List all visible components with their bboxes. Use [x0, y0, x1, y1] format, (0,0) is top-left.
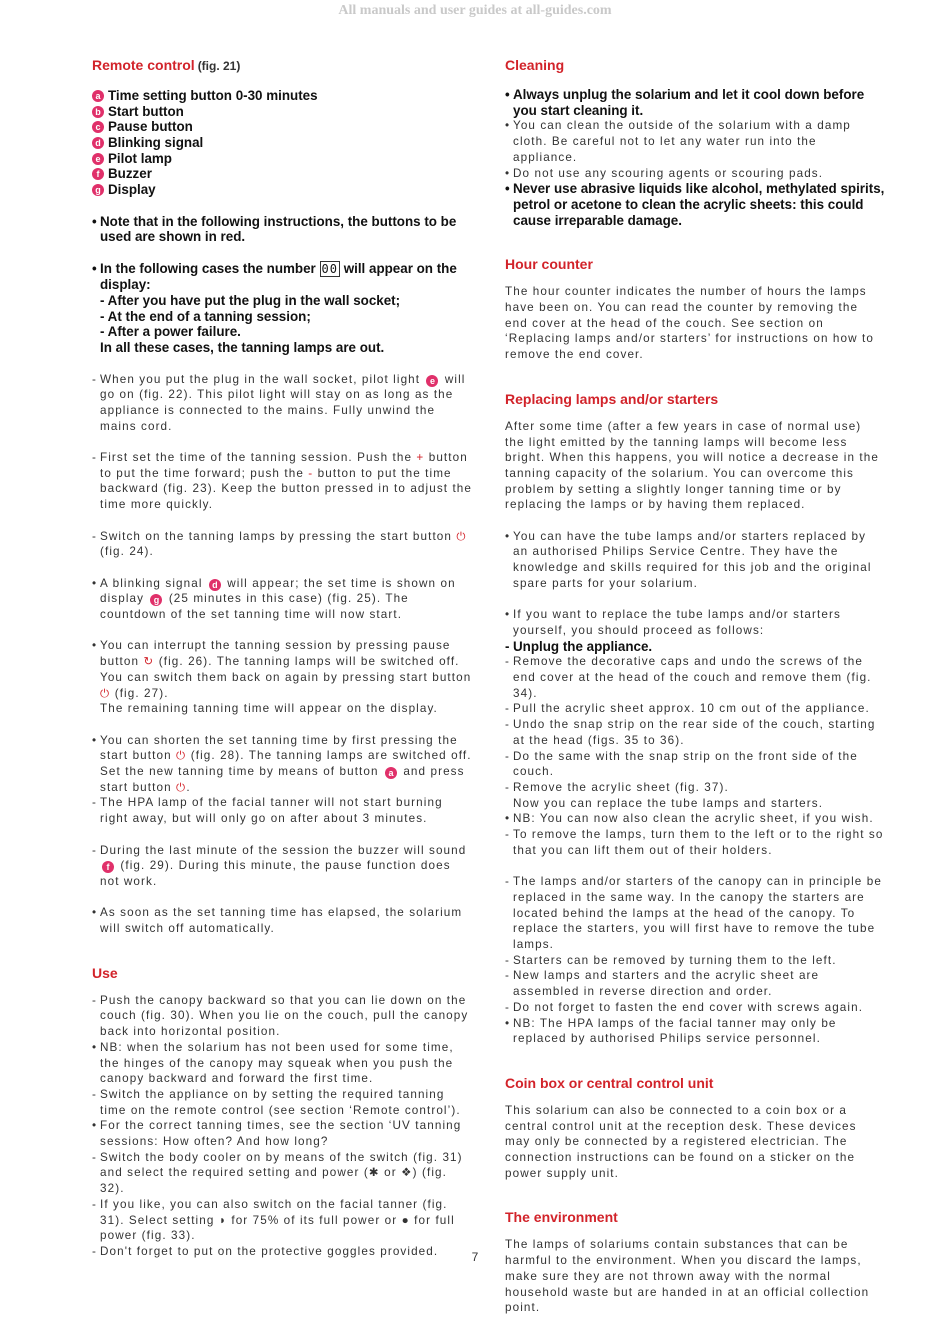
- filled-circle-icon: ●: [401, 1213, 410, 1227]
- left-column: [92, 55, 472, 1260]
- use-step: - Push the canopy backward so that you can lie down on the couch (fig. 30). When you lie on the couch, pull the canopy back into horizontal position.: [92, 993, 469, 1039]
- plus-button-ref: +: [416, 451, 425, 464]
- legend-item: f Buzzer: [92, 166, 472, 182]
- use-step: - If you like, you can also switch on the facial tanner (fig. 31). Select setting ◗ for 75% of its full power or ● for full power (fig. 33).: [92, 1197, 455, 1243]
- replacing-item: • NB: The HPA lamps of the facial tanner may only be replaced by authorised Philips service personnel.: [505, 1016, 837, 1046]
- circle-g-icon: g: [92, 184, 104, 196]
- circle-e-icon: e: [92, 153, 104, 165]
- circle-a-icon: a: [385, 767, 397, 779]
- replacing-heading: Replacing lamps and/or starters: [505, 390, 719, 407]
- half-circle-icon: ◗: [218, 1213, 227, 1227]
- replacing-item: • NB: You can now also clean the acrylic sheet, if you wish.: [505, 812, 874, 826]
- replacing-item: • If you want to replace the tube lamps and/or starters yourself, you should proceed as follows:: [505, 608, 841, 637]
- use-heading: Use: [92, 964, 118, 981]
- snowflake-small-icon: ✱: [368, 1166, 380, 1180]
- circle-b-icon: b: [92, 106, 104, 118]
- replacing-item: - To remove the lamps, turn them to the left or to the right so that you can lift them out of their holders.: [505, 828, 884, 857]
- power-icon: ⏻: [100, 686, 111, 700]
- watermark: All manuals and user guides at all-guides.com: [338, 3, 612, 18]
- legend-item: b Start button: [92, 104, 472, 120]
- replacing-item: - Undo the snap strip on the rear side of the couch, starting at the head (figs. 35 to 36).: [505, 718, 876, 747]
- instruction-start: - Switch on the tanning lamps by pressing the start button ⏻ (fig. 24).: [92, 529, 467, 559]
- use-step: • NB: when the solarium has not been used for some time, the hinges of the canopy may squeak when you push the canopy backward and forward the first time.: [92, 1040, 454, 1086]
- instruction-hpa: - The HPA lamp of the facial tanner will not start burning right away, but will only go on after about 3 minutes.: [92, 796, 443, 826]
- cleaning-item: • Do not use any scouring agents or scouring pads.: [505, 166, 824, 180]
- legend-item: c Pause button: [92, 119, 472, 135]
- circle-g-icon: g: [150, 594, 162, 606]
- circle-f-icon: f: [92, 168, 104, 180]
- legend-item: a Time setting button 0-30 minutes: [92, 88, 472, 104]
- cleaning-item: • Never use abrasive liquids like alcohol, methylated spirits, petrol or acetone to clean the acrylic sheets: this could cause irreparable damage.: [505, 181, 885, 228]
- remote-legend: [92, 88, 472, 198]
- instruction-blinking: • A blinking signal d will appear; the set time is shown on display g (25 minutes in this case) (fig. 25). The countdown of the set tanning time will now start.: [92, 576, 456, 621]
- replacing-item: - Remove the acrylic sheet (fig. 37). Now you can replace the tube lamps and starters.: [505, 780, 824, 810]
- use-step: - Switch the appliance on by setting the required tanning time on the remote control (see section ‘Remote control’).: [92, 1087, 461, 1117]
- use-step: • For the correct tanning times, see the section ‘UV tanning sessions: How often? And how long?: [92, 1119, 462, 1149]
- snowflake-large-icon: ❖: [401, 1166, 413, 1180]
- circle-e-icon: e: [426, 375, 438, 387]
- coin-box-text: This solarium can also be connected to a coin box or a central control unit at the reception desk. These devices may only be connected by a registered electrician. The connection instructions can be found on a sticker on the power supply unit.: [505, 1103, 857, 1180]
- use-step: - Don't forget to put on the protective goggles provided.: [92, 1244, 439, 1258]
- legend-item: g Display: [92, 182, 472, 198]
- replacing-item: • You can have the tube lamps and/or starters replaced by an authorised Philips Service Centre. They have the knowledge and skills required for this job and the original spare parts for your solarium.: [505, 529, 872, 590]
- note-buttons-red: • Note that in the following instructions, the buttons to be used are shown in red.: [92, 213, 457, 245]
- replacing-item: - Remove the decorative caps and undo the screws of the end cover at the head of the couch and remove them (fig. 34).: [505, 655, 872, 700]
- pause-loop-icon: ↻: [143, 655, 155, 669]
- circle-d-icon: d: [209, 579, 221, 591]
- hour-counter-heading: Hour counter: [505, 256, 593, 273]
- legend-item: e Pilot lamp: [92, 151, 472, 167]
- right-column: [505, 55, 885, 1316]
- instruction-auto-off: • As soon as the set tanning time has elapsed, the solarium will switch off automatically.: [92, 906, 463, 935]
- instruction-set-time: - First set the time of the tanning session. Push the + button to put the time forward; push the - button to put the time backward (fig. 23). Keep the button pressed in to adjust the time more quickly.: [92, 451, 473, 512]
- instruction-buzzer: - During the last minute of the session the buzzer will sound f (fig. 29). During this minute, the pause function does not work.: [92, 843, 467, 888]
- circle-f-icon: f: [102, 861, 114, 873]
- power-icon: ⏻: [176, 749, 187, 763]
- replacing-item: - Unplug the appliance.: [505, 638, 653, 654]
- environment-heading: The environment: [505, 1209, 618, 1226]
- circle-c-icon: c: [92, 121, 104, 133]
- replacing-item: - Do not forget to fasten the end cover with screws again.: [505, 1000, 864, 1014]
- replacing-item: - Do the same with the snap strip on the front side of the couch.: [505, 749, 858, 779]
- replacing-item: - The lamps and/or starters of the canopy can in principle be replaced in the same way. In the canopy the starters are located behind the lamps at the head of the canopy. To replace the starters, you will first have to remove the tube lamps.: [505, 875, 882, 951]
- hour-counter-text: The hour counter indicates the number of hours the lamps have been on. You can read the counter by removing the end cover at the head of the couch. See section on ‘Replacing lamps and/or starters’ for instructions on how to remove the end cover.: [505, 285, 874, 362]
- replacing-item: - Pull the acrylic sheet approx. 10 cm out of the appliance.: [505, 702, 870, 716]
- remote-control-heading: Remote control (fig. 21): [92, 57, 241, 73]
- note-display-number: • In the following cases the number 00 will appear on the display: - After you have put the plug in the wall socket; - At the end of a tanning session; - After a power failure. In all these cases, the tanning lamps are out.: [92, 260, 457, 356]
- instruction-shorten: • You can shorten the set tanning time by first pressing the start button ⏻ (fig. 28). The tanning lamps are switched off. Set the new tanning time by means of button a and press start button ⏻.: [92, 733, 472, 794]
- minus-button-ref: -: [308, 466, 314, 480]
- replacing-item: - New lamps and starters and the acrylic sheet are assembled in reverse direction and order.: [505, 969, 820, 999]
- replacing-intro: After some time (after a few years in case of normal use) the light emitted by the tanning lamps will become less bright. When this happens, you will notice a decrease in the tanning capacity of the solarium. You can overcome this problem by setting a slightly longer tanning time or by replacing the lamps or by having them replaced.: [505, 419, 879, 512]
- circle-a-icon: a: [92, 90, 104, 102]
- use-step: - Switch the body cooler on by means of the switch (fig. 31) and select the required setting and power (✱ or ❖) (fig. 32).: [92, 1150, 463, 1196]
- power-icon: ⏻: [176, 780, 187, 794]
- coin-box-heading: Coin box or central control unit: [505, 1074, 714, 1091]
- cleaning-heading: Cleaning: [505, 57, 565, 73]
- instruction-pilot-light: - When you put the plug in the wall socket, pilot light e will go on (fig. 22). This pilot light will stay on as long as the appliance is connected to the mains. Fully unwind the mains cord.: [92, 372, 466, 433]
- cleaning-item: • Always unplug the solarium and let it cool down before you start cleaning it.: [505, 87, 865, 118]
- cleaning-item: • You can clean the outside of the solarium with a damp cloth. Be careful not to let any water run into the appliance.: [505, 119, 851, 164]
- replacing-item: - Starters can be removed by turning them to the left.: [505, 953, 837, 967]
- display-number: 00: [321, 261, 338, 276]
- instruction-pause: • You can interrupt the tanning session by pressing pause button ↻ (fig. 26). The tanning lamps will be switched off. You can switch them back on again by pressing start button ⏻ (fig. 27). The remaining tanning time will appear on the display.: [92, 639, 472, 716]
- power-icon: ⏻: [456, 529, 467, 543]
- environment-text: The lamps of solariums contain substances that can be harmful to the environment. When you discard the lamps, make sure they are not thrown away with the normal household waste but are handed in at an official collection point.: [505, 1238, 870, 1315]
- circle-d-icon: d: [92, 137, 104, 149]
- page-number: 7: [471, 1250, 479, 1264]
- legend-item: d Blinking signal: [92, 135, 472, 151]
